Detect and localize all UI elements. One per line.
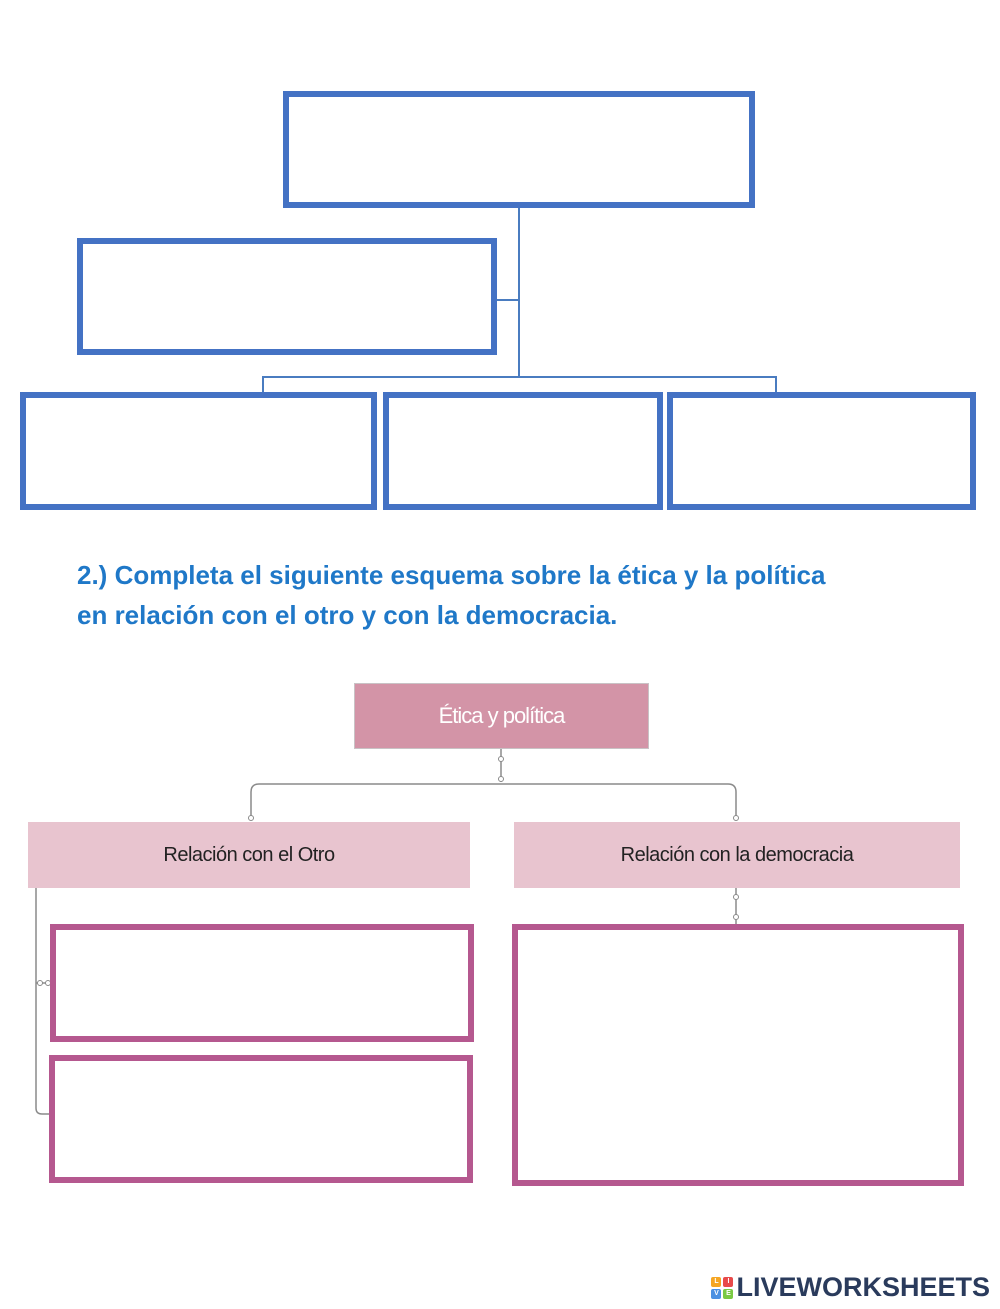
scheme2-left-header bbox=[28, 822, 470, 888]
scheme2-right-header bbox=[514, 822, 960, 888]
logo-letter-i: I bbox=[723, 1277, 733, 1287]
logo-letter-l: L bbox=[711, 1277, 721, 1287]
scheme2-right-answer-box[interactable] bbox=[512, 924, 964, 1186]
liveworksheets-logo bbox=[711, 1272, 990, 1303]
logo-letter-v: V bbox=[711, 1289, 721, 1299]
scheme2-root-label: Ética y política bbox=[438, 703, 565, 728]
instruction-line-2: en relación con el otro y con la democracia. bbox=[77, 600, 618, 630]
scheme2-left-label: Relación con el Otro bbox=[163, 843, 335, 866]
scheme2-left-answer-box-2[interactable] bbox=[49, 1055, 473, 1183]
logo-letter-e: E bbox=[723, 1289, 733, 1299]
scheme2-left-answer-box-1[interactable] bbox=[50, 924, 474, 1042]
liveworksheets-brand-name: LIVEWORKSHEETS bbox=[736, 1272, 990, 1302]
scheme2-right-label: Relación con la democracia bbox=[620, 843, 854, 866]
instruction-line-1: 2.) Completa el siguiente esquema sobre la ética y la política bbox=[77, 560, 826, 590]
liveworksheets-logo-icon bbox=[711, 1277, 733, 1299]
